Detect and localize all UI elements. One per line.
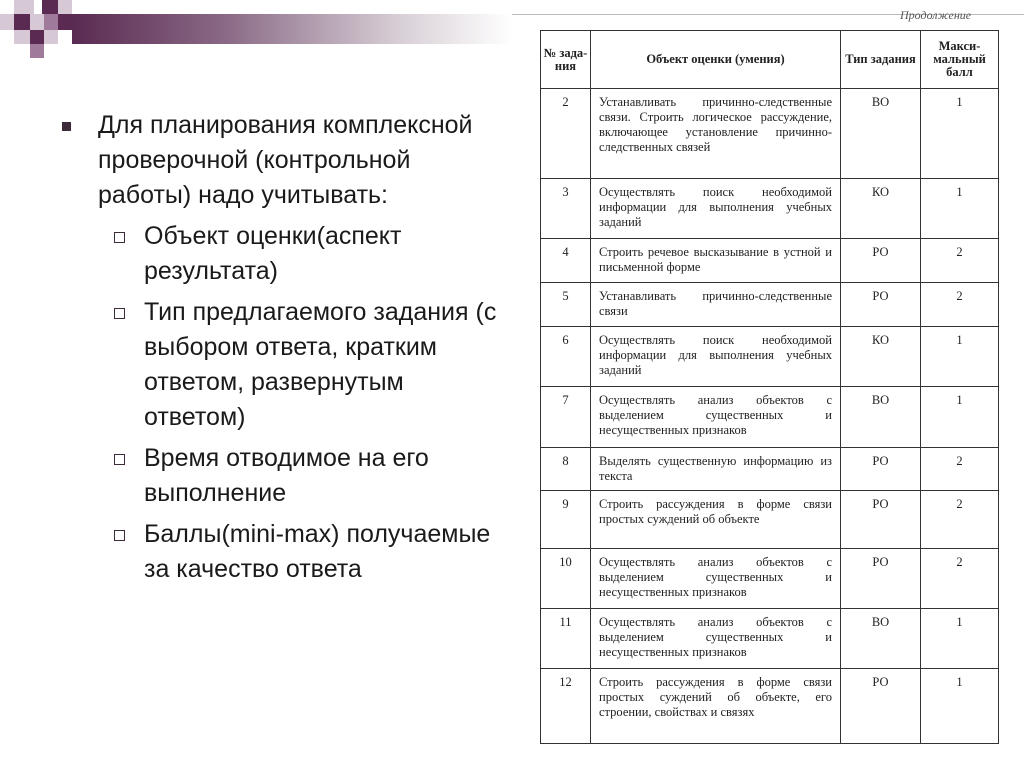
table-row	[541, 608, 999, 668]
table-row	[541, 548, 999, 608]
table-row	[541, 89, 999, 179]
table-row	[541, 668, 999, 743]
cell-max: 1	[921, 608, 999, 668]
cell-num: 6	[541, 327, 591, 387]
cell-type: ВО	[841, 387, 921, 447]
cell-type: РО	[841, 548, 921, 608]
decor-square	[44, 14, 58, 30]
decor-square	[14, 14, 30, 30]
continued-label: Продолжение	[900, 8, 972, 22]
table-row	[541, 239, 999, 283]
cell-object: Осуществлять поиск необходимой информации для выполнения учебных заданий	[591, 327, 841, 387]
cell-object: Строить рассуждения в форме связи простых суждений об объекте	[591, 490, 841, 548]
cell-object: Устанавливать причинно-следственные связи	[591, 283, 841, 327]
cell-object: Осуществлять анализ объектов с выделением существенных и несущественных признаков	[591, 387, 841, 447]
decor-square	[30, 14, 44, 30]
hollow-square-bullet-icon	[114, 530, 125, 541]
cell-max: 2	[921, 447, 999, 490]
sub-bullet	[60, 295, 510, 435]
cell-object: Выделять существенную информацию из текста	[591, 447, 841, 490]
cell-max: 2	[921, 283, 999, 327]
cell-max: 1	[921, 668, 999, 743]
sub-bullet-text: Время отводимое на его выполнение	[144, 444, 429, 507]
decor-square	[58, 14, 72, 30]
cell-object: Осуществлять поиск необходимой информации для выполнения учебных заданий	[591, 179, 841, 239]
sub-bullet	[60, 517, 510, 587]
cell-type: КО	[841, 327, 921, 387]
table-header-row	[541, 31, 999, 89]
cell-type: ВО	[841, 608, 921, 668]
main-bullet-text: Для планирования комплексной проверочной (контрольной работы) надо учитывать:	[98, 111, 473, 209]
decor-square	[14, 30, 30, 44]
decor-square	[44, 30, 58, 44]
cell-num: 10	[541, 548, 591, 608]
cell-max: 2	[921, 548, 999, 608]
table-row	[541, 447, 999, 490]
decor-square	[58, 0, 72, 14]
table-row	[541, 387, 999, 447]
hollow-square-bullet-icon	[114, 308, 125, 319]
cell-object: Строить рассуждения в форме связи простых суждений об объекте, его строении, свойствах и связях	[591, 668, 841, 743]
header-max: Макси-мальный балл	[921, 31, 999, 89]
cell-num: 5	[541, 283, 591, 327]
cell-type: ВО	[841, 89, 921, 179]
cell-max: 1	[921, 89, 999, 179]
sub-bullet	[60, 441, 510, 511]
decor-square	[14, 0, 34, 14]
header-gradient-bar	[72, 14, 512, 44]
decor-square	[30, 44, 44, 58]
cell-max: 1	[921, 387, 999, 447]
cell-num: 4	[541, 239, 591, 283]
cell-max: 1	[921, 179, 999, 239]
square-bullet-icon	[62, 122, 71, 131]
cell-type: РО	[841, 668, 921, 743]
cell-num: 7	[541, 387, 591, 447]
table-row	[541, 327, 999, 387]
cell-max: 2	[921, 239, 999, 283]
header-object: Объект оценки (умения)	[591, 31, 841, 89]
cell-type: РО	[841, 490, 921, 548]
decor-square	[42, 0, 58, 14]
cell-type: РО	[841, 447, 921, 490]
sub-bullet-text: Тип предлагаемого задания (с выбором ответа, кратким ответом, развернутым ответом)	[144, 298, 497, 431]
sub-bullet-text: Объект оценки(аспект результата)	[144, 222, 402, 285]
cell-object: Осуществлять анализ объектов с выделением существенных и несущественных признаков	[591, 608, 841, 668]
slide-text	[60, 108, 510, 587]
decor-square	[30, 30, 44, 44]
decor-square	[0, 14, 14, 30]
header-num: № зада-ния	[541, 31, 591, 89]
table-row	[541, 283, 999, 327]
cell-object: Устанавливать причинно-следственные связи. Строить логическое рассуждение, включающее установление причинно-следственных связей	[591, 89, 841, 179]
cell-object: Строить речевое высказывание в устной и письменной форме	[591, 239, 841, 283]
sub-bullet-text: Баллы(mini-max) получаемые за качество ответа	[144, 520, 491, 583]
main-bullet	[60, 108, 510, 213]
cell-num: 11	[541, 608, 591, 668]
table-row	[541, 490, 999, 548]
hollow-square-bullet-icon	[114, 232, 125, 243]
cell-num: 3	[541, 179, 591, 239]
cell-max: 1	[921, 327, 999, 387]
table-row	[541, 179, 999, 239]
cell-type: КО	[841, 179, 921, 239]
cell-num: 9	[541, 490, 591, 548]
cell-type: РО	[841, 239, 921, 283]
cell-num: 12	[541, 668, 591, 743]
cell-object: Осуществлять анализ объектов с выделением существенных и несущественных признаков	[591, 548, 841, 608]
cell-type: РО	[841, 283, 921, 327]
sub-bullet	[60, 219, 510, 289]
header-type: Тип задания	[841, 31, 921, 89]
cell-num: 8	[541, 447, 591, 490]
hollow-square-bullet-icon	[114, 454, 125, 465]
cell-num: 2	[541, 89, 591, 179]
cell-max: 2	[921, 490, 999, 548]
assessment-table	[540, 30, 999, 744]
